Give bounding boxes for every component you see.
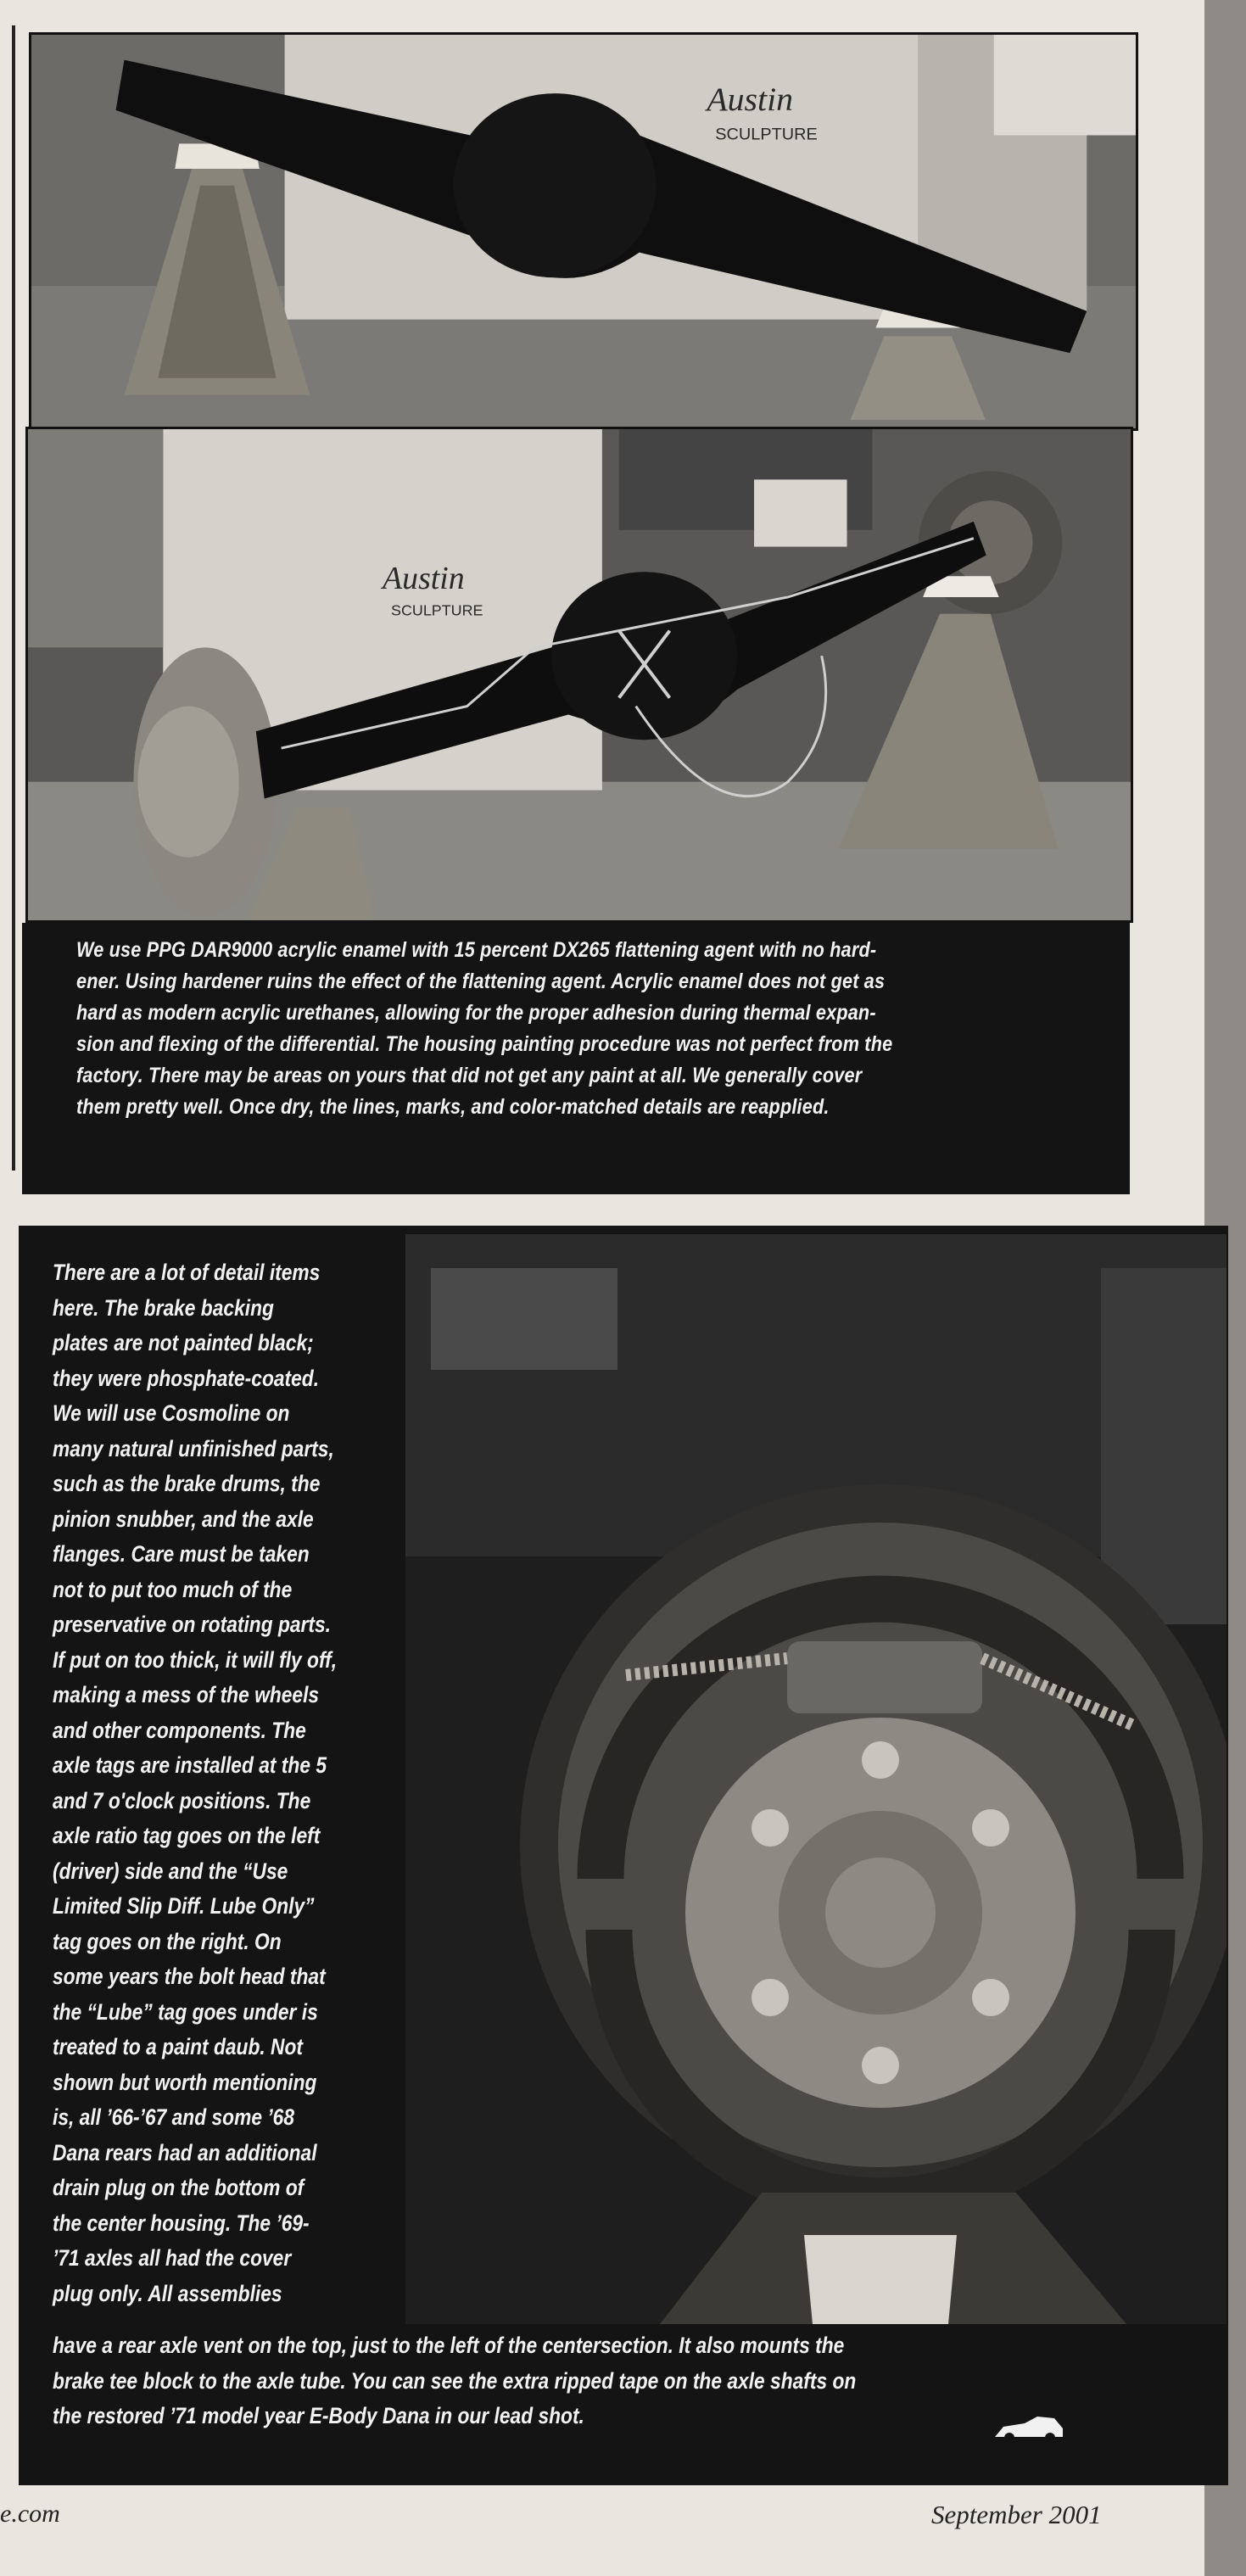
sidebar-line: axle ratio tag goes on the left [53, 1823, 321, 1848]
caption-line: We use PPG DAR9000 acrylic enamel with 15 percent DX265 flattening agent with no hard- [76, 939, 877, 962]
sidebar-line: tag goes on the right. On [53, 1928, 282, 1954]
caption-line: them pretty well. Once dry, the lines, marks, and color-matched details are reapplied. [76, 1096, 830, 1119]
sidebar-line: the restored ’71 model year E-Body Dana in our lead shot. [53, 2403, 584, 2428]
sidebar-line: the center housing. The ’69- [53, 2210, 310, 2236]
sidebar-line: axle tags are installed at the 5 [53, 1752, 327, 1778]
sidebar-text [53, 1255, 359, 2311]
caption-line: sion and flexing of the differential. The housing painting procedure was not perfect from the [76, 1033, 893, 1056]
sidebar-line: is, all ’66-’67 and some ’68 [53, 2104, 295, 2130]
sidebar-line: If put on too thick, it will fly off, [53, 1646, 338, 1673]
caption-line: ener. Using hardener ruins the effect of the flattening agent. Acrylic enamel does not get as [76, 970, 886, 993]
sidebar-line: and 7 o'clock positions. The [53, 1787, 311, 1813]
sidebar-line: have a rear axle vent on the top, just to the left of the centersection. It also mounts the [53, 2333, 845, 2358]
sidebar-line: plates are not painted black; [53, 1330, 314, 1355]
sidebar-line: brake tee block to the axle tube. You can see the extra ripped tape on the axle shafts on [53, 2367, 857, 2394]
sidebar-line: not to put too much of the [53, 1576, 293, 1602]
footer-url: e.com [0, 2500, 60, 2528]
sidebar-line: many natural unfinished parts, [53, 1435, 334, 1461]
sidebar-line: pinion snubber, and the axle [53, 1506, 314, 1532]
sidebar-bottom-text [53, 2328, 1118, 2434]
sidebar-line: making a mess of the wheels [53, 1682, 320, 1707]
sidebar-line: shown but worth mentioning [53, 2069, 317, 2095]
sidebar-line: There are a lot of detail items [53, 1260, 321, 1285]
sidebar-line: plug only. All assemblies [53, 2280, 282, 2306]
sidebar-line: drain plug on the bottom of [53, 2175, 305, 2200]
photo-caption [22, 923, 1130, 1194]
photo-axle-lines [25, 427, 1133, 923]
sign-subtext: SCULPTURE [715, 125, 818, 144]
photo-axle-top [29, 32, 1138, 431]
sidebar-line: here. The brake backing [53, 1294, 274, 1321]
column-rule [12, 25, 15, 1171]
sidebar-line: flanges. Care must be taken [53, 1541, 310, 1567]
sidebar-line: Dana rears had an additional [53, 2139, 317, 2165]
end-mark-car-icon [991, 2411, 1067, 2445]
sidebar-line: the “Lube” tag goes under is [53, 1998, 318, 2025]
sidebar-line: and other components. The [53, 1717, 306, 1743]
sidebar-line: Limited Slip Diff. Lube Only” [53, 1893, 315, 1919]
sidebar-line: ’71 axles all had the cover [53, 2245, 292, 2271]
sidebar-line: (driver) side and the “Use [53, 1858, 288, 1884]
sign-text: Austin [707, 80, 794, 118]
caption-line: factory. There may be areas on yours that did not get any paint at all. We generally cover [76, 1064, 863, 1087]
sidebar-line: such as the brake drums, the [53, 1471, 321, 1496]
photo-brake-assembly [405, 1234, 1226, 2324]
sidebar-line: preservative on rotating parts. [53, 1612, 332, 1637]
sidebar-line: some years the bolt head that [53, 1964, 326, 1989]
sidebar-line: treated to a paint daub. Not [53, 2034, 304, 2059]
sidebar-line: We will use Cosmoline on [53, 1400, 290, 1426]
sidebar-line: they were phosphate-coated. [53, 1365, 320, 1391]
caption-line: hard as modern acrylic urethanes, allowing for the proper adhesion during thermal expan- [76, 1002, 876, 1025]
sign-text: Austin [383, 561, 465, 597]
sign-subtext: SCULPTURE [391, 601, 483, 619]
footer-date: September 2001 [931, 2500, 1102, 2529]
